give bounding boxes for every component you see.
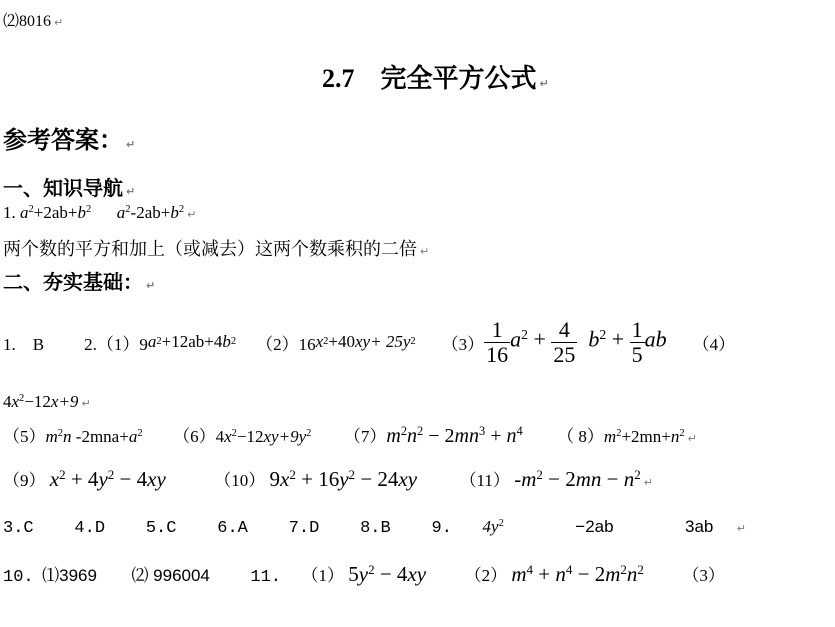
paragraph-mark: ↵: [687, 432, 697, 445]
answer-row-1: 1. B 2.（1）9 a 2 +12ab+4 b 2 （2）16 x 2 +40 xy + 25 y 2 （3） $\frac{1}{16}$ $a^2$ + $\frac{4}{25}$ $b^2$ + $\frac{1}{5}$ ab （4）: [3, 317, 736, 367]
section-heading-2: 二、夯实基础： ↵: [3, 270, 156, 294]
answer-heading: 参考答案： ↵: [3, 125, 136, 154]
paragraph-mark: ↵: [54, 16, 64, 29]
section-title: 2.7 完全平方公式 ↵: [322, 64, 549, 93]
knowledge-formula-line: 1. $a^2+2ab+b^2$ $a^2-2ab+b^2$ ↵: [3, 203, 197, 222]
paragraph-mark: ↵: [126, 138, 136, 151]
paragraph-mark: ↵: [146, 279, 156, 292]
paragraph-mark: ↵: [643, 476, 653, 489]
fraction-1-16: $\frac{1}{16}$: [486, 317, 509, 367]
paragraph-mark: ↵: [420, 245, 430, 258]
answer-row-6: 10. ⑴3969 ⑵ 996004 11. （1） $5y^2 - 4xy$ （2） $m^4 + n^4 - 2m^2n^2$ （3）: [3, 561, 725, 587]
answer-row-2: $4x^2-12x+9$ ↵: [3, 392, 91, 411]
answer-row-5: 3.C 4.D 5.C 6.A 7.D 8.B 9. $4y^2$ −2ab 3ab ↵: [3, 517, 746, 538]
paragraph-mark: ↵: [187, 208, 197, 221]
fraction-1-5: $\frac{1}{5}$: [631, 317, 643, 367]
section-heading-1: 一、知识导航 ↵: [3, 176, 136, 200]
paragraph-mark: ↵: [126, 185, 136, 198]
paragraph-mark: ↵: [539, 77, 549, 90]
answer-row-4: （9） $x^2 + 4y^2 - 4xy$ （10） $9x^2 + 16y^2 - 24xy$ （11） $-m^2 - 2mn$ − $n^2↵$: [3, 466, 653, 491]
fraction-4-25: $\frac{4}{25}$: [553, 317, 576, 367]
fraction-expression: $\frac{1}{16}$ $a^2$ + $\frac{4}{25}$ $b^2$ + $\frac{1}{5}$ ab: [486, 317, 667, 367]
knowledge-description: 两个数的平方和加上（或减去）这两个数乘积的二倍 ↵: [3, 239, 430, 259]
answer-row-3: $(5)m^2n$ $-2mna+a^2$ $(6)4x^2-12xy+9y^2$ $(7)m^2n^2 - 2mn^3 + n^4$ （ $8)m^2+2mn+n^2$ ↵: [3, 424, 697, 447]
paragraph-mark: ↵: [81, 397, 91, 410]
previous-answer: ⑵8016 ↵: [3, 13, 64, 30]
paragraph-mark: ↵: [736, 522, 746, 535]
